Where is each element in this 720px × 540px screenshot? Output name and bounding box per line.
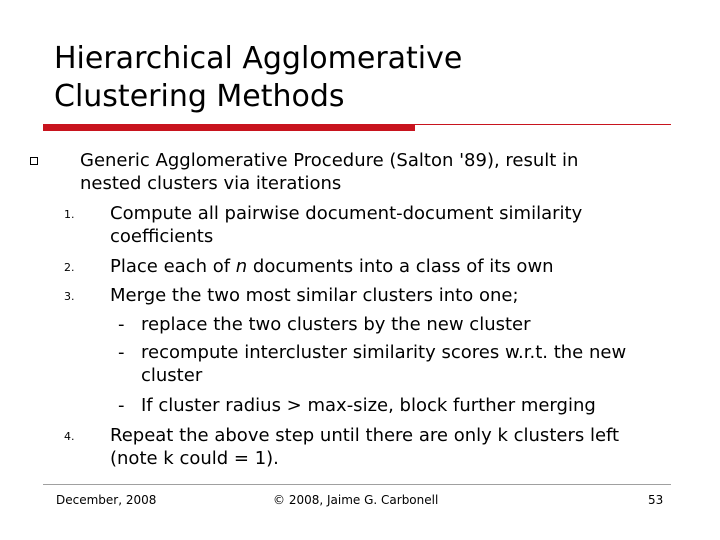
bullet-text-line-1: Generic Agglomerative Procedure (Salton '89), result in [80, 150, 579, 171]
sub-item-1-text: replace the two clusters by the new cluster [141, 314, 531, 335]
step-1-text-line-2: coefficients [110, 226, 214, 247]
title-underline-thin [415, 124, 671, 125]
footer-divider [43, 484, 671, 485]
footer-page-number: 53 [648, 493, 664, 507]
step-4-text-line-2: (note k could = 1). [110, 448, 279, 469]
title-underline-thick [43, 124, 415, 131]
footer-copyright: © 2008, Jaime G. Carbonell [273, 493, 439, 507]
sub-dash-3: - [118, 395, 125, 416]
step-number-1: 1. [64, 208, 75, 221]
title-line-1: Hierarchical Agglomerative [54, 41, 463, 76]
step-2-text: Place each of n documents into a class of its own [110, 256, 554, 277]
step-number-3: 3. [64, 290, 75, 303]
step-1-text-line-1: Compute all pairwise document-document similarity [110, 203, 583, 224]
step-number-4: 4. [64, 430, 75, 443]
step-number-2: 2. [64, 261, 75, 274]
slide-title [54, 40, 462, 116]
sub-dash-2: - [118, 342, 125, 363]
square-bullet-icon [30, 157, 38, 165]
sub-dash-1: - [118, 314, 125, 335]
sub-item-2-text: recompute intercluster similarity scores w.r.t. the new [141, 342, 627, 363]
step-3-text: Merge the two most similar clusters into one; [110, 285, 519, 306]
sub-item-2-continuation: cluster [141, 365, 203, 386]
title-line-2: Clustering Methods [54, 79, 345, 114]
bullet-text-line-2: nested clusters via iterations [80, 173, 342, 194]
step-4-text-line-1: Repeat the above step until there are only k clusters left [110, 425, 620, 446]
footer-date: December, 2008 [56, 493, 157, 507]
sub-item-3-text: If cluster radius > max-size, block further merging [141, 395, 596, 416]
